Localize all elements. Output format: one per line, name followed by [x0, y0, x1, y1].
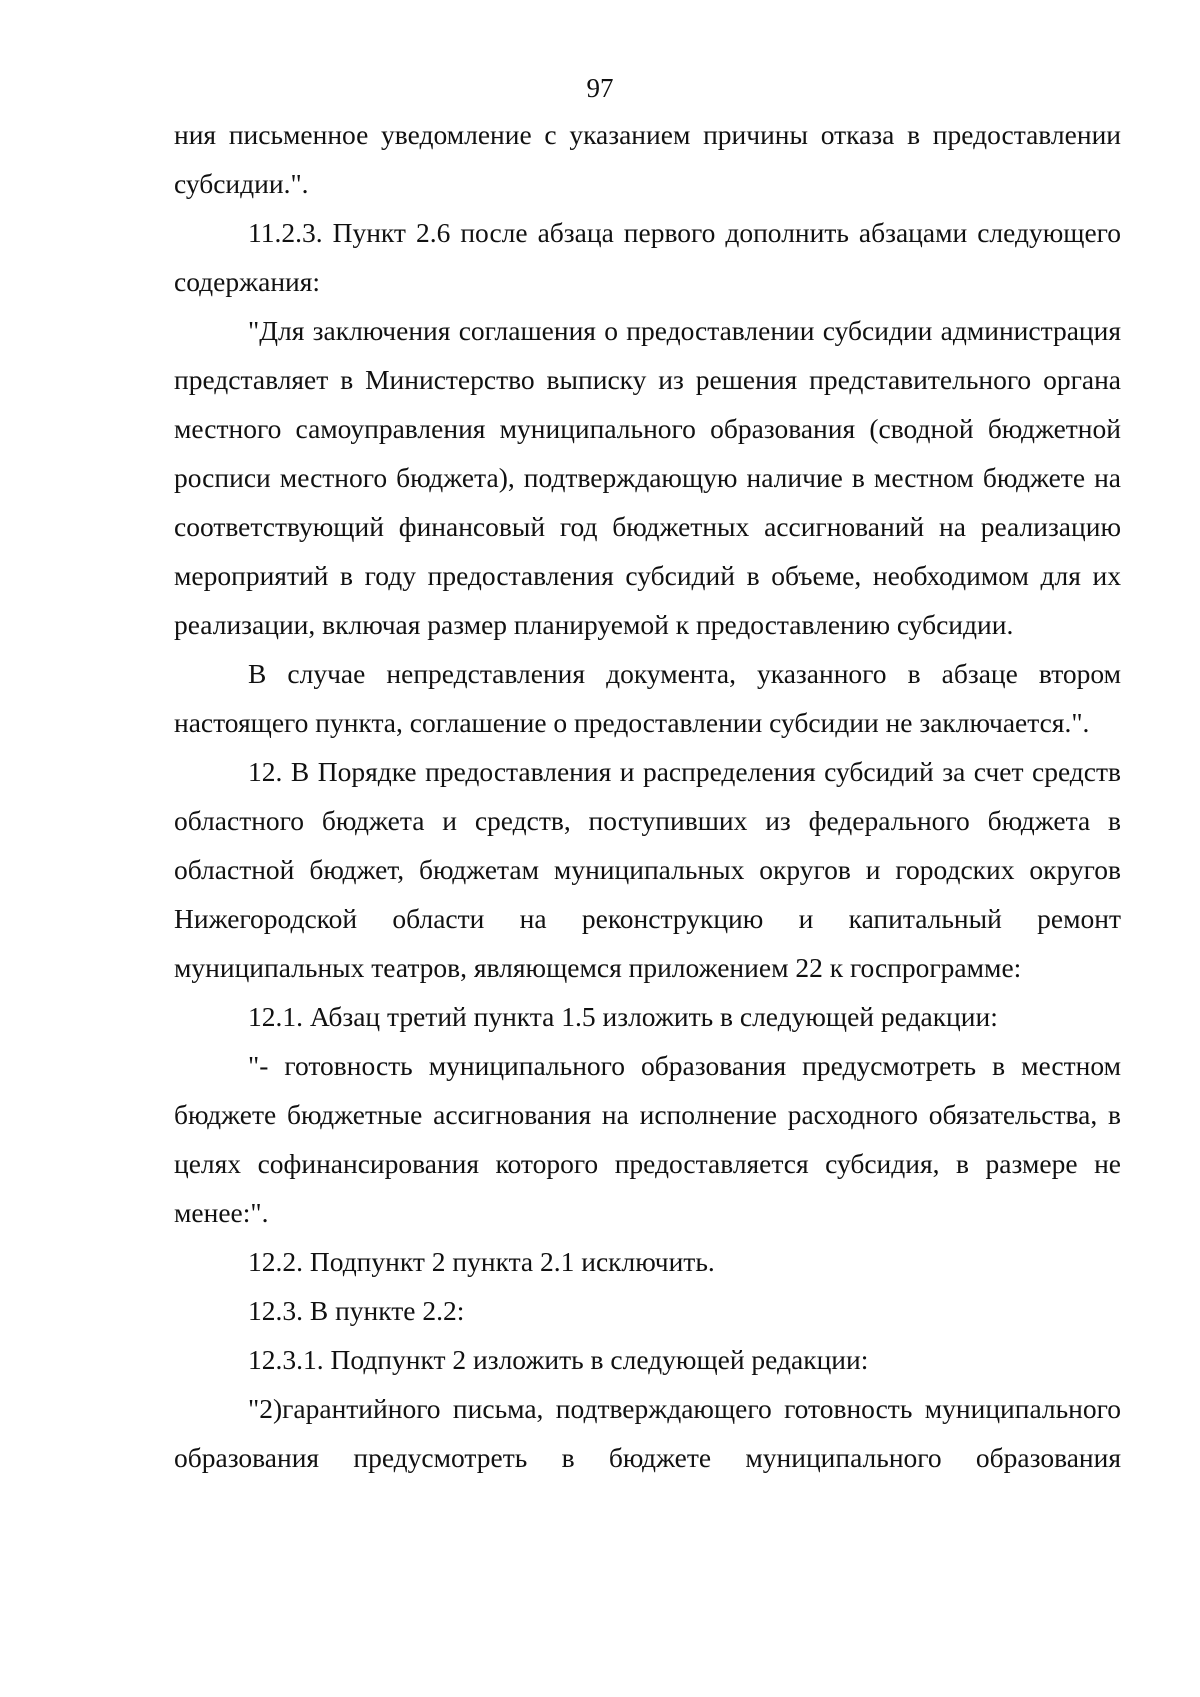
paragraph-8: 12.2. Подпункт 2 пункта 2.1 исключить.	[248, 1246, 715, 1277]
paragraph-3: "Для заключения соглашения о предоставлении субсидии администрация представляет в Министерство выписку из решения представительного органа местного самоуправления муниципального образования (сводной бюджетной росписи местного бюджета), подтверждающую наличие в местном бюджете на соответствующий финансовый год бюджетных ассигнований на реализацию мероприятий в году предоставления субсидий в объеме, необходимом для их реализации, включая размер планируемой к предоставлению субсидии.	[174, 315, 1121, 640]
paragraph-2: 11.2.3. Пункт 2.6 после абзаца первого дополнить абзацами следующего содержания:	[174, 217, 1121, 297]
paragraph-4: В случае непредставления документа, указанного в абзаце втором настоящего пункта, соглашение о предоставлении субсидии не заключается.".	[174, 658, 1121, 738]
paragraph-11: "2)гарантийного письма, подтверждающего готовность муниципального образования предусмотреть в бюджете муниципального образования	[174, 1393, 1121, 1473]
page-number: 97	[586, 73, 614, 103]
paragraph-1: ния письменное уведомление с указанием причины отказа в предоставлении субсидии.".	[174, 119, 1121, 199]
paragraph-9: 12.3. В пункте 2.2:	[248, 1295, 465, 1326]
document-body	[174, 110, 1121, 1482]
paragraph-7: "- готовность муниципального образования предусмотреть в местном бюджете бюджетные ассигнования на исполнение расходного обязательства, в целях софинансирования которого предоставляется субсидия, в размере не менее:".	[174, 1050, 1121, 1228]
paragraph-6: 12.1. Абзац третий пункта 1.5 изложить в следующей редакции:	[248, 1001, 998, 1032]
paragraph-10: 12.3.1. Подпункт 2 изложить в следующей редакции:	[248, 1344, 869, 1375]
paragraph-5: 12. В Порядке предоставления и распределения субсидий за счет средств областного бюджета и средств, поступивших из федерального бюджета в областной бюджет, бюджетам муниципальных округов и городских округов Нижегородской области на реконструкцию и капитальный ремонт муниципальных театров, являющемся приложением 22 к госпрограмме:	[174, 756, 1121, 983]
